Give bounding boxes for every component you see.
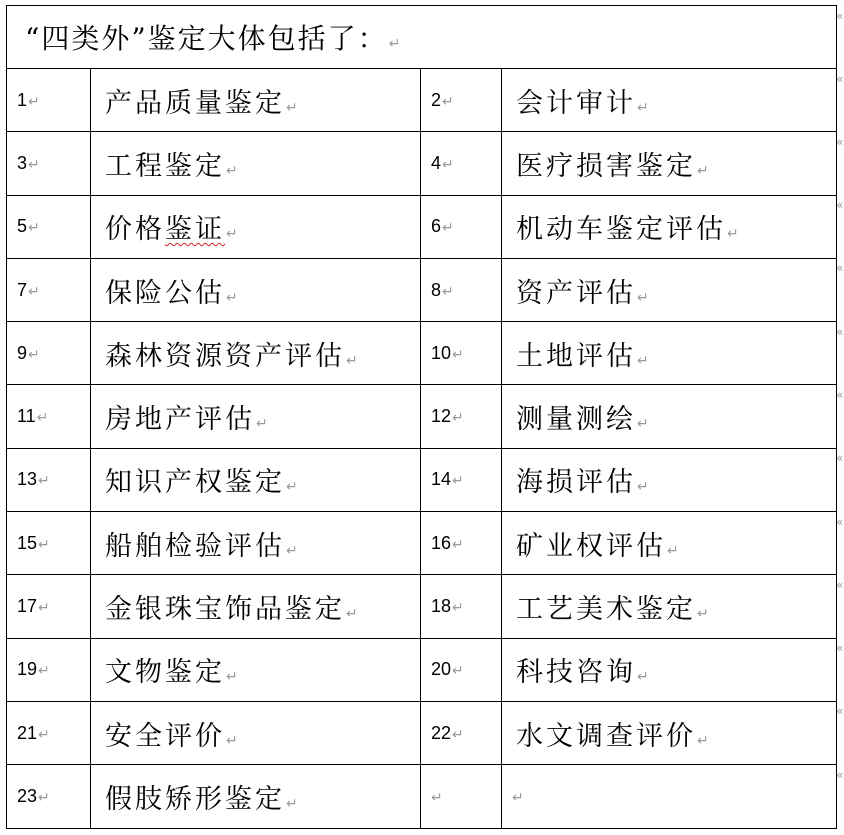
paragraph-mark-icon: ↵ xyxy=(388,36,401,52)
item-number-cell[interactable] xyxy=(7,701,91,764)
item-name-text: 资产评估 xyxy=(516,277,636,309)
paragraph-mark-icon: ↵ xyxy=(452,663,464,680)
item-name-cell[interactable] xyxy=(91,638,421,701)
item-name-text: 工程鉴定 xyxy=(105,150,225,182)
item-number: 11 xyxy=(17,406,36,427)
item-name-text: 土地评估 xyxy=(516,340,636,372)
end-of-row-icon: « xyxy=(836,704,844,719)
item-number-cell[interactable] xyxy=(421,195,502,258)
paragraph-mark-icon: ↵ xyxy=(442,220,454,237)
item-name-text: 森林资源资产评估 xyxy=(105,340,345,372)
item-name xyxy=(502,594,696,625)
item-number: 17 xyxy=(17,596,38,617)
item-name xyxy=(502,467,636,498)
item-name xyxy=(502,341,636,372)
item-name-cell[interactable] xyxy=(91,258,421,321)
paragraph-mark-icon: ↵ xyxy=(452,726,464,743)
item-name-cell[interactable] xyxy=(91,512,421,575)
item-name xyxy=(502,151,696,182)
item-name-cell[interactable] xyxy=(91,701,421,764)
item-name xyxy=(502,404,636,435)
item-number-cell[interactable] xyxy=(421,258,502,321)
table-row xyxy=(7,385,837,448)
item-number-cell[interactable] xyxy=(7,258,91,321)
paragraph-mark-icon: ↵ xyxy=(28,346,40,363)
item-number-cell[interactable] xyxy=(421,385,502,448)
item-number-cell[interactable] xyxy=(7,69,91,132)
item-number: 7 xyxy=(17,279,28,300)
paragraph-mark-icon: ↵ xyxy=(637,99,649,116)
item-name-cell[interactable] xyxy=(91,575,421,638)
item-name-text: 安全评价 xyxy=(105,720,225,752)
item-number: 14 xyxy=(431,469,452,490)
item-name xyxy=(91,214,225,245)
end-of-row-icon: « xyxy=(836,324,844,339)
item-name-cell[interactable] xyxy=(91,69,421,132)
item-name-cell[interactable] xyxy=(91,765,421,828)
item-name-text: 房地产评估 xyxy=(105,404,255,436)
item-number: 16 xyxy=(431,532,452,553)
item-name-cell[interactable] xyxy=(502,448,837,511)
item-number-cell[interactable] xyxy=(421,132,502,195)
item-number-cell[interactable] xyxy=(421,322,502,385)
item-name-text: 船舶检验评估 xyxy=(105,530,285,562)
paragraph-mark-icon: ↵ xyxy=(38,473,50,490)
item-number: 12 xyxy=(431,406,452,427)
title-row xyxy=(7,6,837,69)
paragraph-mark-icon: ↵ xyxy=(286,479,298,496)
end-of-row-icon: « xyxy=(836,8,844,23)
item-number-cell[interactable] xyxy=(421,701,502,764)
paragraph-mark-icon: ↵ xyxy=(452,473,464,490)
item-name-cell[interactable] xyxy=(502,638,837,701)
table-row xyxy=(7,638,837,701)
table-row xyxy=(7,448,837,511)
item-name-text: 测量测绘 xyxy=(516,404,636,436)
paragraph-mark-icon: ↵ xyxy=(697,162,709,179)
item-name xyxy=(91,404,255,435)
item-name-text: 金银珠宝饰品鉴定 xyxy=(105,594,345,626)
paragraph-mark-icon: ↵ xyxy=(38,726,50,743)
paragraph-mark-icon: ↵ xyxy=(226,669,238,686)
table-row xyxy=(7,69,837,132)
item-name xyxy=(91,151,225,182)
item-name-cell[interactable] xyxy=(502,258,837,321)
item-name-cell[interactable] xyxy=(91,322,421,385)
paragraph-mark-icon: ↵ xyxy=(256,416,268,433)
paragraph-mark-icon: ↵ xyxy=(452,346,464,363)
item-number-cell[interactable] xyxy=(421,448,502,511)
end-of-row-icon: « xyxy=(836,198,844,213)
paragraph-mark-icon: ↵ xyxy=(697,606,709,623)
item-number: 1 xyxy=(17,89,28,110)
title-cell[interactable] xyxy=(7,6,837,69)
item-name-cell[interactable] xyxy=(502,512,837,575)
item-name-cell[interactable] xyxy=(502,69,837,132)
spellcheck-flagged-text: 鉴证 xyxy=(165,214,225,246)
paragraph-mark-icon: ↵ xyxy=(28,156,40,173)
item-name-text: 知识产权鉴定 xyxy=(105,467,285,499)
item-name-text: 机动车鉴定评估 xyxy=(516,214,726,246)
paragraph-mark-icon: ↵ xyxy=(346,352,358,369)
table-row xyxy=(7,765,837,828)
end-of-row-icon: « xyxy=(836,767,844,782)
item-number: 19 xyxy=(17,659,38,680)
paragraph-mark-icon: ↵ xyxy=(28,283,40,300)
paragraph-mark-icon: ↵ xyxy=(667,542,679,559)
item-number-cell[interactable] xyxy=(7,638,91,701)
empty-number-cell[interactable] xyxy=(421,765,502,828)
paragraph-mark-icon: ↵ xyxy=(36,410,49,427)
end-of-row-icon: « xyxy=(836,577,844,592)
item-number-cell[interactable] xyxy=(7,512,91,575)
paragraph-mark-icon: ↵ xyxy=(512,789,524,806)
item-name-cell[interactable] xyxy=(91,132,421,195)
item-name xyxy=(91,721,225,752)
item-name-text: 医疗损害鉴定 xyxy=(516,150,696,182)
item-name xyxy=(502,657,636,688)
item-name-cell[interactable] xyxy=(91,448,421,511)
document-title: “四类外”鉴定大体包括了： xyxy=(25,22,388,55)
paragraph-mark-icon: ↵ xyxy=(226,162,238,179)
item-name-text: 保险公估 xyxy=(105,277,225,309)
paragraph-mark-icon: ↵ xyxy=(442,93,454,110)
item-name-cell[interactable] xyxy=(502,322,837,385)
item-number-cell[interactable] xyxy=(7,385,91,448)
item-name xyxy=(91,341,345,372)
paragraph-mark-icon: ↵ xyxy=(286,542,298,559)
paragraph-mark-icon: ↵ xyxy=(697,732,709,749)
item-number: 8 xyxy=(431,279,442,300)
paragraph-mark-icon: ↵ xyxy=(637,416,649,433)
item-name xyxy=(91,88,285,119)
end-of-row-icon: « xyxy=(836,451,844,466)
item-number: 23 xyxy=(17,785,38,806)
item-name xyxy=(91,784,285,815)
item-number: 2 xyxy=(431,89,442,110)
item-number: 4 xyxy=(431,152,442,173)
item-name-text: 产品质量鉴定 xyxy=(105,87,285,119)
item-name-cell[interactable] xyxy=(502,701,837,764)
table-row xyxy=(7,258,837,321)
table-row xyxy=(7,195,837,258)
item-name xyxy=(502,278,636,309)
item-number: 22 xyxy=(431,722,452,743)
paragraph-mark-icon: ↵ xyxy=(637,289,649,306)
paragraph-mark-icon: ↵ xyxy=(286,99,298,116)
item-number-cell[interactable] xyxy=(421,638,502,701)
item-number-cell[interactable] xyxy=(7,448,91,511)
end-of-row-icon: « xyxy=(836,134,844,149)
paragraph-mark-icon: ↵ xyxy=(442,156,454,173)
paragraph-mark-icon: ↵ xyxy=(286,795,298,812)
item-name-text: 水文调查评价 xyxy=(516,720,696,752)
table-body xyxy=(7,6,837,829)
item-number-cell[interactable] xyxy=(421,512,502,575)
paragraph-mark-icon: ↵ xyxy=(38,663,50,680)
table-row xyxy=(7,322,837,385)
item-number-cell[interactable] xyxy=(7,195,91,258)
paragraph-mark-icon: ↵ xyxy=(226,226,238,243)
paragraph-mark-icon: ↵ xyxy=(28,93,40,110)
item-name-cell[interactable] xyxy=(502,385,837,448)
item-number-cell[interactable] xyxy=(7,322,91,385)
item-number: 10 xyxy=(431,342,452,363)
end-of-row-icon: « xyxy=(836,641,844,656)
item-number-cell[interactable] xyxy=(7,575,91,638)
item-name-text: 会计审计 xyxy=(516,87,636,119)
end-of-row-icon: « xyxy=(836,514,844,529)
item-name-cell[interactable] xyxy=(502,132,837,195)
item-name-text: 工艺美术鉴定 xyxy=(516,594,696,626)
item-number: 3 xyxy=(17,152,28,173)
item-name xyxy=(91,531,285,562)
paragraph-mark-icon: ↵ xyxy=(452,536,464,553)
item-number-cell[interactable] xyxy=(421,575,502,638)
paragraph-mark-icon: ↵ xyxy=(431,789,443,806)
item-name xyxy=(502,721,696,752)
item-number: 5 xyxy=(17,216,28,237)
item-name xyxy=(91,467,285,498)
item-name-text: 假肢矫形鉴定 xyxy=(105,783,285,815)
item-number: 20 xyxy=(431,659,452,680)
end-of-row-icon: « xyxy=(836,261,844,276)
table-row xyxy=(7,512,837,575)
item-number: 6 xyxy=(431,216,442,237)
paragraph-mark-icon: ↵ xyxy=(637,669,649,686)
paragraph-mark-icon: ↵ xyxy=(637,352,649,369)
paragraph-mark-icon: ↵ xyxy=(38,600,50,617)
table-row xyxy=(7,132,837,195)
item-number: 18 xyxy=(431,596,452,617)
item-name-cell[interactable] xyxy=(502,575,837,638)
paragraph-mark-icon: ↵ xyxy=(226,289,238,306)
paragraph-mark-icon: ↵ xyxy=(452,600,464,617)
item-number: 21 xyxy=(17,722,38,743)
item-name xyxy=(91,594,345,625)
item-number: 9 xyxy=(17,342,28,363)
item-name xyxy=(502,531,666,562)
empty-name-cell[interactable] xyxy=(502,765,837,828)
paragraph-mark-icon: ↵ xyxy=(452,410,464,427)
item-name xyxy=(502,214,726,245)
item-name xyxy=(502,88,636,119)
paragraph-mark-icon: ↵ xyxy=(38,789,50,806)
item-name-cell[interactable] xyxy=(502,195,837,258)
item-name-cell[interactable] xyxy=(91,385,421,448)
appraisal-table xyxy=(6,5,837,829)
item-number-cell[interactable] xyxy=(7,765,91,828)
item-name-text: 价格 xyxy=(105,214,165,246)
paragraph-mark-icon: ↵ xyxy=(38,536,50,553)
item-name xyxy=(91,278,225,309)
paragraph-mark-icon: ↵ xyxy=(346,606,358,623)
item-name-text: 科技咨询 xyxy=(516,657,636,689)
item-number-cell[interactable] xyxy=(7,132,91,195)
end-of-row-icon: « xyxy=(836,387,844,402)
paragraph-mark-icon: ↵ xyxy=(226,732,238,749)
paragraph-mark-icon: ↵ xyxy=(637,479,649,496)
paragraph-mark-icon: ↵ xyxy=(727,226,739,243)
item-number-cell[interactable] xyxy=(421,69,502,132)
item-name-text: 矿业权评估 xyxy=(516,530,666,562)
paragraph-mark-icon: ↵ xyxy=(442,283,454,300)
item-number: 15 xyxy=(17,532,38,553)
table-row xyxy=(7,575,837,638)
item-name-text: 文物鉴定 xyxy=(105,657,225,689)
table-row xyxy=(7,701,837,764)
item-name-cell[interactable] xyxy=(91,195,421,258)
item-number: 13 xyxy=(17,469,38,490)
paragraph-mark-icon: ↵ xyxy=(28,220,40,237)
item-name xyxy=(91,657,225,688)
end-of-row-icon: « xyxy=(836,71,844,86)
item-name-text: 海损评估 xyxy=(516,467,636,499)
